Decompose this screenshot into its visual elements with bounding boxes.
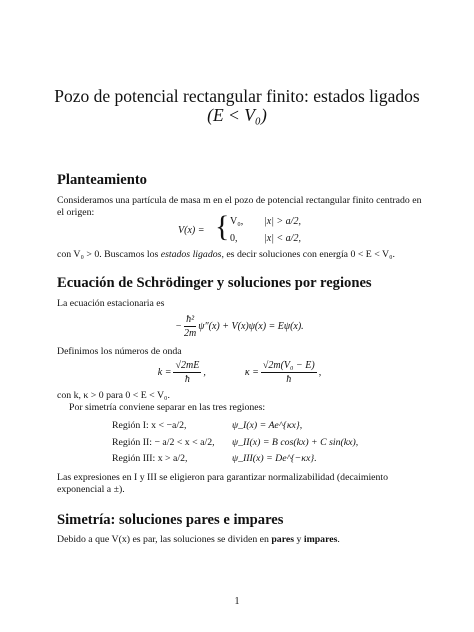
wavenumber-definitions: k = $\frac{√2mE}{ħ}$ , κ = $\frac{\text{√2m(V₀ − E)}}{ħ}$ , <box>157 360 322 385</box>
section-heading-schrodinger: Ecuación de Schrödinger y soluciones por regiones <box>57 275 372 291</box>
document-title-line1: Pozo de potencial rectangular finito: estados ligados <box>54 86 420 106</box>
paragraph-k-condition: con k, κ > 0 para 0 < E < V₀. <box>57 390 170 401</box>
bold-pares: pares <box>271 534 295 545</box>
region-1-label: Región I: x < −a/2, <box>112 420 187 431</box>
document-title-line2: (E < V₀) <box>207 105 267 125</box>
emphasis-estados-ligados: estados ligados <box>160 249 222 260</box>
paragraph-normalizability: Las expresiones en I y III se eligieron para garantizar normalizabilidad (decaimiento exponencial a ±). <box>57 472 389 496</box>
region-2-label: Región II: − a/2 < x < a/2, <box>112 437 215 448</box>
potential-lhs: V(x) = <box>178 225 205 236</box>
schrodinger-equation: − $\frac{\text{ħ²}}{2m}$ ψ″(x) + V(x)ψ(x) = Eψ(x). <box>175 314 304 339</box>
paragraph-wavenumbers: Definimos los números de onda <box>57 346 182 357</box>
potential-case1-value: V₀, <box>230 216 244 227</box>
paragraph-stationary-eq: La ecuación estacionaria es <box>57 298 165 309</box>
paragraph-symmetry-note: Por simetría conviene separar en las tres regiones: <box>69 402 266 413</box>
potential-case2-value: 0, <box>230 233 238 244</box>
piecewise-brace: { <box>215 210 230 243</box>
bold-impares: impares <box>303 534 338 545</box>
paragraph-parity: Debido a que V(x) es par, las soluciones se dividen en pares y impares. <box>57 534 340 545</box>
region-2-solution: ψ_II(x) = B cos(kx) + C sin(kx), <box>232 437 359 448</box>
region-3-label: Región III: x > a/2, <box>112 453 188 464</box>
potential-case2-condition: |x| < a/2, <box>264 233 301 244</box>
section-heading-planteamiento: Planteamiento <box>57 172 147 188</box>
paragraph-bound-states: con V₀ > 0. Buscamos los estados ligados, es decir soluciones con energía 0 < E < V₀. <box>57 249 395 260</box>
region-3-solution: ψ_III(x) = De^{−κx}. <box>232 453 317 464</box>
paragraph-intro: Consideramos una partícula de masa m en el pozo de potencial rectangular finito centrado en el origen: <box>57 195 422 219</box>
region-1-solution: ψ_I(x) = Ae^{κx}, <box>232 420 303 431</box>
page-number: 1 <box>234 596 240 607</box>
section-heading-simetria: Simetría: soluciones pares e impares <box>57 512 284 528</box>
potential-case1-condition: |x| > a/2, <box>264 216 301 227</box>
